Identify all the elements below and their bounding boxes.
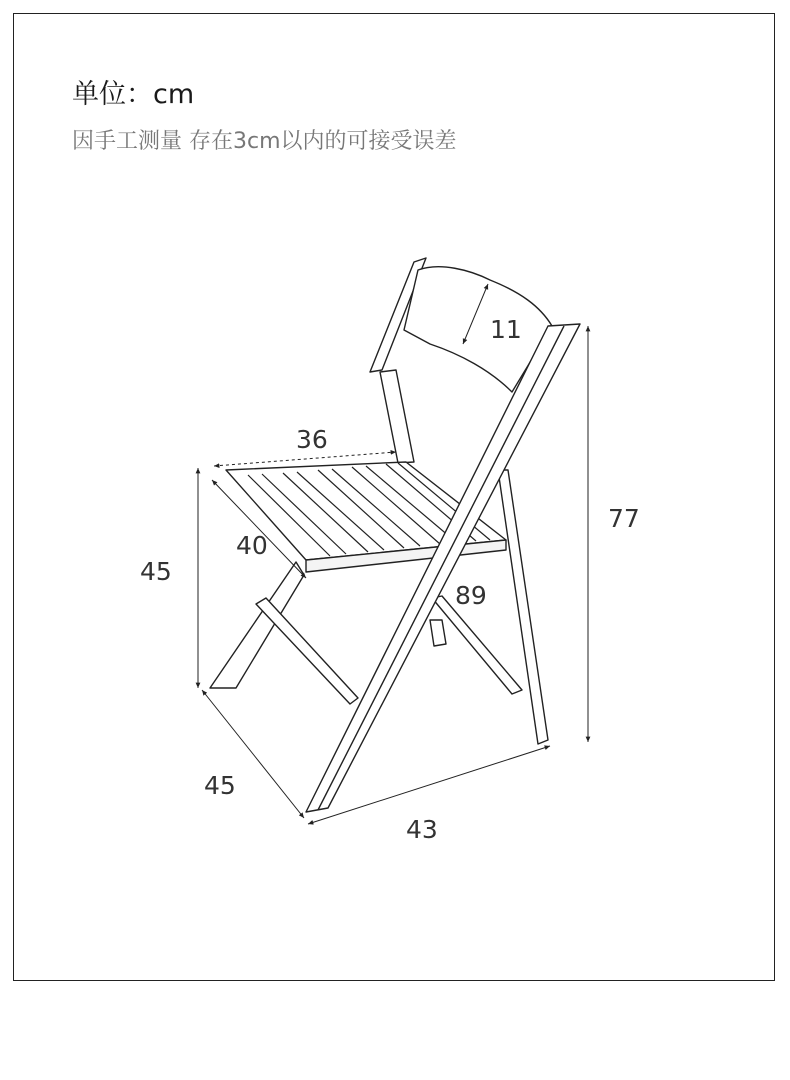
measurement-note: 因手工测量 存在3cm以内的可接受误差 (72, 129, 457, 154)
unit-label: 单位：cm (72, 79, 195, 110)
dim-seat-depth: 40 (236, 531, 268, 560)
dim-total-height: 77 (608, 504, 640, 533)
dim-diagonal: 89 (455, 581, 487, 610)
dim-backrest-height: 11 (490, 315, 522, 344)
chair-inner-foot (430, 620, 446, 646)
chair-rear-crossbar (432, 596, 522, 694)
chair-lower-crossbar (256, 598, 358, 704)
chair-right-leg (498, 470, 548, 744)
dim-base-width: 43 (406, 815, 438, 844)
dim-seat-width: 36 (296, 425, 328, 454)
chair-back-upright (380, 370, 414, 463)
dim-seat-height: 45 (140, 557, 172, 586)
dim-base-depth: 45 (204, 771, 236, 800)
